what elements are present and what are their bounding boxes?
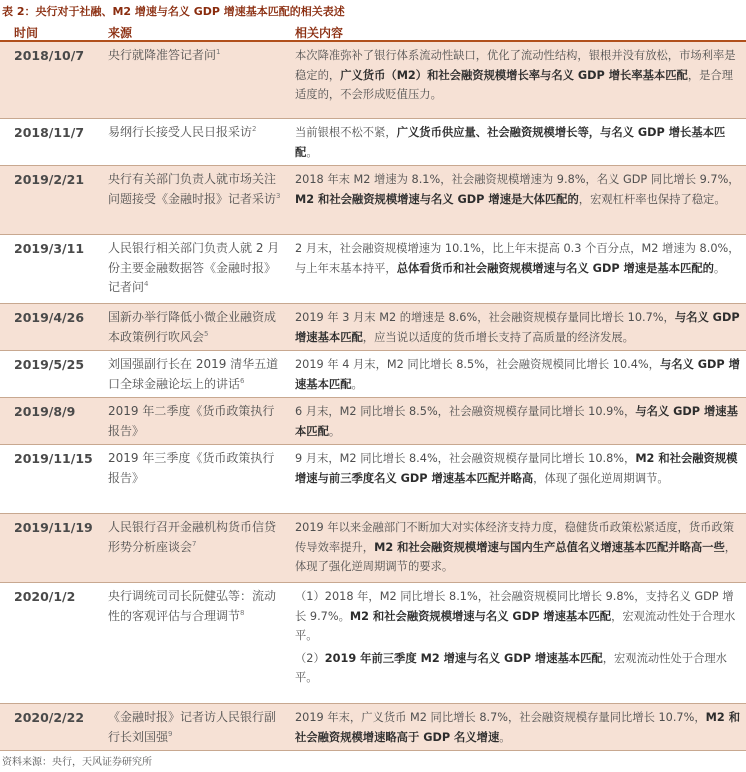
content-paragraph: [295, 708, 741, 747]
highlight-text: 2019 年前三季度 M2 增速与名义 GDP 增速基本匹配: [324, 651, 603, 665]
row-date: 2019/11/19: [14, 520, 93, 535]
highlight-text: M2 和社会融资规模增速与前三季度名义 GDP 增速基本匹配并略高: [295, 452, 738, 485]
row-date: 2019/3/11: [14, 241, 85, 256]
content-paragraph: [295, 449, 741, 488]
row-source-text: 2019 年二季度《货币政策执行报告》: [108, 404, 275, 438]
footnote-marker: 1: [216, 48, 221, 56]
footnote-marker: 6: [240, 376, 245, 385]
highlight-text: M2 和社会融资规模增速与国内生产总值名义增速基本匹配并略高一些: [374, 540, 725, 554]
header-time: 时间: [14, 26, 39, 40]
content-paragraph: [295, 46, 741, 105]
table-header: [0, 21, 746, 42]
header-source: 来源: [108, 26, 133, 40]
highlight-text: M2 和社会融资规模增速略高于 GDP 名义增速: [295, 711, 740, 744]
content-paragraph: [295, 587, 741, 646]
content-paragraph: [295, 123, 741, 162]
table-row: [0, 704, 746, 751]
content-text: ，宏观流动性处于合理水平。: [295, 651, 727, 684]
content-paragraph: [295, 239, 741, 278]
table-title: 表 2：央行对于社融、M2 增速与名义 GDP 增速基本匹配的相关表述: [2, 5, 345, 18]
table-row: [0, 514, 746, 583]
content-text: 9 月末，M2 同比增长 8.4%，社会融资规模存量同比增长 10.8%，: [295, 452, 636, 465]
highlight-text: M2 和社会融资规模增速与名义 GDP 增速基本匹配: [349, 609, 612, 623]
row-source-text: 国新办举行降低小微企业融资成本政策例行吹风会: [108, 310, 277, 344]
highlight-text: 与名义 GDP 增速基本匹配: [295, 311, 740, 344]
content-text: 。: [499, 730, 511, 744]
row-source: [108, 449, 284, 488]
table-row: [0, 398, 746, 445]
row-source: [108, 708, 284, 747]
content-text: 。: [351, 377, 363, 391]
highlight-text: 与名义 GDP 增速基本匹配: [295, 405, 738, 438]
row-content: [295, 402, 741, 441]
content-text: ，体现了强化逆周期调节的要求。: [295, 540, 737, 573]
table-row: [0, 119, 746, 166]
content-text: 2019 年 4 月末，M2 同比增长 8.5%，社会融资规模同比增长 10.4%，: [295, 358, 660, 371]
row-source: [108, 46, 284, 66]
highlight-text: 总体看货币和社会融资规模增速与名义 GDP 增速是基本匹配的: [396, 261, 714, 275]
row-content: [295, 239, 741, 278]
content-text: ，宏观流动性处于合理水平。: [295, 609, 736, 642]
row-source: [108, 402, 284, 441]
footnote-marker: 9: [168, 729, 173, 738]
row-content: [295, 449, 741, 488]
row-source-text: 2019 年三季度《货币政策执行报告》: [108, 451, 275, 485]
row-date: 2019/4/26: [14, 310, 85, 325]
row-content: [295, 708, 741, 747]
row-date: 2019/11/15: [14, 451, 93, 466]
footnote-marker: 3: [276, 191, 281, 200]
content-text: 。: [713, 261, 726, 275]
row-date: 2018/10/7: [14, 48, 85, 63]
content-text: 2019 年 3 月末 M2 的增速是 8.6%，社会融资规模存量同比增长 10.7%，: [295, 311, 675, 324]
content-paragraph: [295, 308, 741, 347]
content-paragraph: [295, 649, 741, 688]
row-source-text: 央行就降准答记者问: [108, 48, 217, 62]
row-content: [295, 587, 741, 688]
row-source: [108, 308, 284, 347]
footnote-marker: 7: [192, 539, 197, 548]
content-paragraph: [295, 355, 741, 394]
row-source: [108, 355, 284, 394]
row-source-text: 刘国强副行长在 2019 清华五道口全球金融论坛上的讲话: [108, 357, 279, 391]
footnote-marker: 8: [240, 608, 245, 617]
table-row: [0, 235, 746, 304]
highlight-text: 广义货币供应量、社会融资规模增长等，与名义 GDP 增长基本匹配: [295, 126, 726, 159]
content-text: 。: [306, 145, 318, 159]
row-source-text: 央行有关部门负责人就市场关注问题接受《金融时报》记者采访: [108, 172, 277, 206]
highlight-text: M2 和社会融资规模增速与名义 GDP 增速是大体匹配的: [295, 192, 579, 206]
table-row: [0, 351, 746, 398]
row-date: 2018/11/7: [14, 125, 85, 140]
content-text: ，应当说以适度的货币增长支持了高质量的经济发展。: [362, 330, 634, 344]
row-source-text: 央行调统司司长阮健弘等：流动性的客观评估与合理调节: [108, 589, 277, 623]
row-date: 2019/8/9: [14, 404, 76, 419]
row-content: [295, 518, 741, 577]
content-text: 2019 年末，广义货币 M2 同比增长 8.7%，社会融资规模存量同比增长 10.7%，: [295, 711, 706, 724]
row-source-text: 《金融时报》记者访人民银行副行长刘国强: [108, 710, 277, 744]
table-row: [0, 304, 746, 351]
table-row: [0, 445, 746, 514]
data-table: [0, 21, 746, 751]
footnote-marker: 2: [252, 125, 257, 133]
row-source: [108, 587, 284, 626]
content-text: （2）: [295, 651, 325, 665]
content-text: 2 月末，社会融资规模增速为 10.1%，比上年末提高 0.3 个百分点，M2 增速为 8.0%，与上年末基本持平，: [295, 242, 740, 275]
table-row: [0, 583, 746, 704]
row-source: [108, 170, 284, 209]
row-source: [108, 518, 284, 557]
content-text: 2018 年末 M2 增速为 8.1%，社会融资规模增速为 9.8%，名义 GDP 同比增长 9.7%，: [295, 173, 740, 186]
row-date: 2020/1/2: [14, 589, 76, 604]
row-date: 2019/2/21: [14, 172, 85, 187]
row-content: [295, 46, 741, 105]
table-row: [0, 166, 746, 235]
row-content: [295, 308, 741, 347]
row-content: [295, 123, 741, 162]
row-date: 2019/5/25: [14, 357, 85, 372]
content-text: ，是合理适度的，不会形成贬值压力。: [295, 68, 734, 101]
content-text: ，体现了强化逆周期调节。: [533, 471, 669, 485]
content-paragraph: [295, 170, 741, 209]
highlight-text: 与名义 GDP 增速基本匹配: [295, 358, 740, 391]
row-date: 2020/2/22: [14, 710, 85, 725]
header-content: 相关内容: [295, 26, 344, 40]
row-source-text: 人民银行召开金融机构货币信贷形势分析座谈会: [108, 520, 277, 554]
row-content: [295, 355, 741, 394]
table-row: [0, 42, 746, 119]
content-text: 2019 年以来金融部门不断加大对实体经济支持力度，稳健货币政策松紧适度，货币政策传导效率提升，: [295, 521, 735, 554]
row-source: [108, 239, 284, 298]
row-content: [295, 170, 741, 209]
content-paragraph: [295, 402, 741, 441]
source-note: 资料来源：央行，天风证券研究所: [2, 757, 152, 768]
footnote-marker: 5: [204, 329, 209, 338]
highlight-text: 广义货币（M2）和社会融资规模增长率与名义 GDP 增长率基本匹配: [340, 68, 688, 82]
content-text: 。: [328, 424, 341, 438]
row-source: [108, 123, 284, 143]
content-text: （1）2018 年，M2 同比增长 8.1%，社会融资规模同比增长 9.8%，支持名义 GDP 增长 9.7%。: [295, 590, 734, 623]
content-text: 6 月末，M2 同比增长 8.5%，社会融资规模存量同比增长 10.9%，: [295, 405, 636, 418]
row-source-text: 人民银行相关部门负责人就 2 月份主要金融数据答《金融时报》记者问: [108, 241, 280, 294]
row-source-text: 易纲行长接受人民日报采访: [108, 125, 253, 139]
footnote-marker: 4: [144, 280, 149, 288]
content-text: 本次降准弥补了银行体系流动性缺口，优化了流动性结构，银根并没有放松，市场利率是稳定的，: [295, 49, 736, 82]
content-text: 当前银根不松不紧，: [295, 126, 397, 139]
content-text: ，宏观杠杆率也保持了稳定。: [578, 192, 726, 206]
content-paragraph: [295, 518, 741, 577]
table-body: [0, 42, 746, 751]
